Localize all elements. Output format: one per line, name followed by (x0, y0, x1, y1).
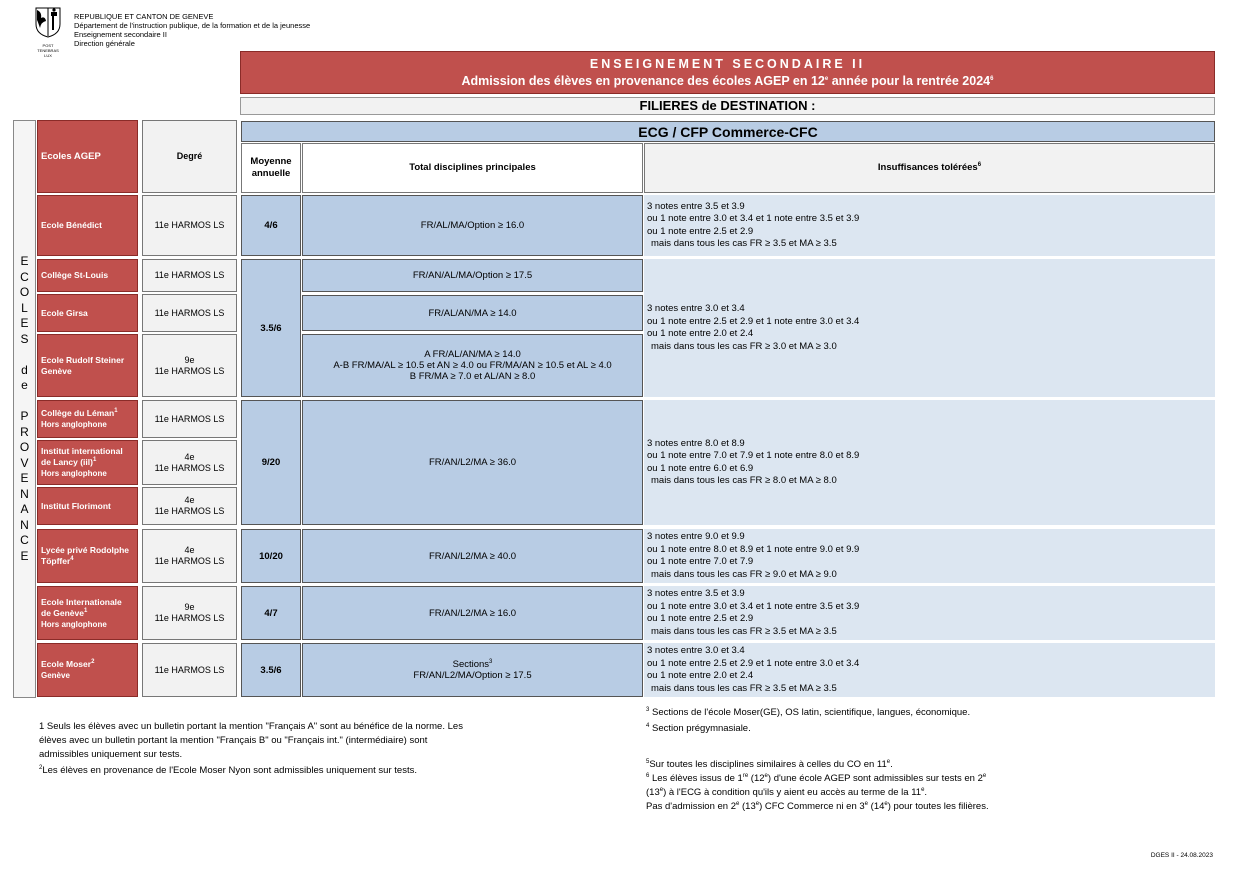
side-letter: S (20, 331, 29, 346)
school-institut-florimont: Institut Florimont (37, 487, 138, 525)
destination-header: ECG / CFP Commerce-CFC (241, 121, 1215, 142)
footnotes-left (39, 720, 519, 778)
total-g4: FR/AN/L2/MA ≥ 40.0 (302, 529, 643, 583)
title-banner (240, 51, 1215, 94)
moyenne-g1: 4/6 (241, 195, 301, 256)
total-rudolf-steiner: A FR/AL/AN/MA ≥ 14.0 A-B FR/MA/AL ≥ 10.5 et AN ≥ 4.0 ou FR/MA/AN ≥ 10.5 et AL ≥ 4.0 B FR/MA ≥ 7.0 et AL/AN ≥ 8.0 (302, 334, 643, 397)
total-g6: Sections$^3$ FR/AN/L2/MA/Option ≥ 17.5 (302, 643, 643, 697)
footnote-5: $^5$Sur toutes les disciplines similaires à celles du CO en 11e. (646, 758, 893, 770)
header-line: Direction générale (74, 39, 135, 48)
filieres-label: FILIERES de DESTINATION : (240, 97, 1215, 115)
side-letter: E (20, 316, 29, 330)
school-girsa: Ecole Girsa (37, 294, 138, 332)
side-letter: N (20, 486, 29, 501)
school-college-du-leman: Collège du Léman$^1$ Hors anglophone (37, 400, 138, 438)
side-letter: L (21, 300, 28, 315)
insuffisances-g6: 3 notes entre 3.0 et 3.4 ou 1 note entre 2.5 et 2.9 et 1 note entre 3.0 et 3.4 ou 1 note entre 2.0 et 2.4 mais dans tous les cas FR ≥ 3.5 et MA ≥ 3.5 (644, 643, 1215, 697)
insuffisances-g2: 3 notes entre 3.0 et 3.4 ou 1 note entre 2.5 et 2.9 et 1 note entre 3.0 et 3.4 ou 1 note entre 2.0 et 2.4 mais dans tous les cas FR ≥ 3.0 et MA ≥ 3.0 (644, 259, 1215, 397)
school-benedict: Ecole Bénédict (37, 195, 138, 256)
col-header-degre: Degré (142, 120, 237, 193)
banner-title: ENSEIGNEMENT SECONDAIRE II (589, 57, 866, 71)
insuffisances-g1: 3 notes entre 3.5 et 3.9 ou 1 note entre 3.0 et 3.4 et 1 note entre 3.5 et 3.9 ou 1 note entre 2.5 et 2.9 mais dans tous les cas FR ≥ 3.5 et MA ≥ 3.5 (644, 195, 1215, 256)
degre-lycee-topffer: 4e 11e HARMOS LS (142, 529, 237, 583)
footnote-3: $^3$ Sections de l'école Moser(GE), OS latin, scientifique, langues, économique. (646, 706, 971, 718)
school-st-louis: Collège St-Louis (37, 259, 138, 292)
footnote-4: $^4$ Section prégymnasiale. (646, 722, 751, 734)
moyenne-g3: 9/20 (241, 400, 301, 525)
header-institution (74, 12, 310, 48)
degre-college-du-leman: 11e HARMOS LS (142, 400, 237, 438)
footnote-2: $^2$Les élèves en provenance de l'Ecole Moser Nyon sont admissibles uniquement sur tests. (39, 764, 417, 776)
side-letter: E (20, 254, 29, 268)
col-header-moyenne: Moyenne annuelle (241, 143, 301, 193)
side-letter: N (20, 517, 29, 532)
side-letter: C (20, 269, 29, 284)
moyenne-g4: 10/20 (241, 529, 301, 583)
footnote-1: 1 Seuls les élèves avec un bulletin portant la mention "Français A" sont au bénéfice de la norme. Les élèves avec un bulletin portant la mention "Français B" ou "Français int." (intermédiaire) sont admissibles uniquement sur tests. (39, 721, 463, 760)
degre-institut-florimont: 4e 11e HARMOS LS (142, 487, 237, 525)
school-rudolf-steiner: Ecole Rudolf Steiner Genève (37, 334, 138, 397)
insuffisances-g3: 3 notes entre 8.0 et 8.9 ou 1 note entre 7.0 et 7.9 et 1 note entre 8.0 et 8.9 ou 1 note entre 6.0 et 6.9 mais dans tous les cas FR ≥ 8.0 et MA ≥ 8.0 (644, 400, 1215, 525)
degre-rudolf-steiner: 9e 11e HARMOS LS (142, 334, 237, 397)
header-line: Enseignement secondaire II (74, 30, 167, 39)
school-ecole-internationale: Ecole Internationale de Genève$^1$ Hors anglophone (37, 586, 138, 640)
moyenne-g5: 4/7 (241, 586, 301, 640)
total-st-louis: FR/AN/AL/MA/Option ≥ 17.5 (302, 259, 643, 292)
total-g3: FR/AN/L2/MA ≥ 36.0 (302, 400, 643, 525)
total-g5: FR/AN/L2/MA ≥ 16.0 (302, 586, 643, 640)
side-letter: d (21, 362, 28, 377)
side-letter: O (19, 285, 30, 299)
side-letter: e (21, 378, 28, 392)
header-line: Département de l'instruction publique, de la formation et de la jeunesse (74, 21, 311, 30)
side-letter (20, 347, 29, 363)
degre-st-louis: 11e HARMOS LS (142, 259, 237, 292)
degre-ecole-moser: 11e HARMOS LS (142, 643, 237, 697)
side-letter: O (19, 440, 30, 454)
header-line: REPUBLIQUE ET CANTON DE GENEVE (74, 12, 214, 21)
side-letter: R (20, 424, 29, 439)
side-letter: C (20, 533, 29, 547)
total-g1: FR/AL/MA/Option ≥ 16.0 (302, 195, 643, 256)
degre-institut-lancy: 4e 11e HARMOS LS (142, 440, 237, 485)
insuffisances-g5: 3 notes entre 3.5 et 3.9 ou 1 note entre 3.0 et 3.4 et 1 note entre 3.5 et 3.9 ou 1 note entre 2.5 et 2.9 mais dans tous les cas FR ≥ 3.5 et MA ≥ 3.5 (644, 586, 1215, 640)
moyenne-g2: 3.5/6 (241, 259, 301, 397)
side-letter: E (20, 548, 29, 563)
side-letter: A (20, 502, 29, 516)
banner-subtitle: Admission des élèves en provenance des écoles AGEP en 12e année pour la rentrée 2024$^6$ (461, 74, 994, 88)
school-ecole-moser: Ecole Moser$^2$ Genève (37, 643, 138, 697)
col-header-total: Total disciplines principales (302, 143, 643, 193)
side-label-ecoles-de-provenance (13, 120, 36, 698)
side-letter: V (20, 455, 29, 470)
moyenne-g6: 3.5/6 (241, 643, 301, 697)
logo-caption: POST TENEBRAS LUX (37, 43, 59, 58)
school-institut-lancy: Institut international de Lancy (iil)$^1$ Hors anglophone (37, 440, 138, 485)
side-letter (20, 394, 29, 410)
geneva-coat-of-arms (33, 6, 63, 58)
degre-ecole-internationale: 9e 11e HARMOS LS (142, 586, 237, 640)
total-girsa: FR/AL/AN/MA ≥ 14.0 (302, 295, 643, 331)
side-letter: P (20, 409, 29, 423)
col-header-ecoles: Ecoles AGEP (37, 120, 138, 193)
footnote-6: $^6$ Les élèves issus de 1re (12e) d'une école AGEP sont admissibles sur tests en 2e (13e) à l'ECG à condition qu'ils y aient eu accès au terme de la 11e. Pas d'admission en 2e (13e) CFC Commerce ni en 3e (14e) pour toutes les filières. (646, 772, 989, 812)
degre-girsa: 11e HARMOS LS (142, 294, 237, 332)
side-letters (20, 254, 29, 564)
col-header-insuffisances: Insuffisances tolérées$^6$ (644, 143, 1215, 193)
degre-benedict: 11e HARMOS LS (142, 195, 237, 256)
side-letter: E (20, 471, 29, 485)
document-reference: DGES II - 24.08.2023 (1150, 852, 1213, 859)
school-lycee-topffer: Lycée privé Rodolphe Töpffer$^4$ (37, 529, 138, 583)
footnotes-right (646, 706, 1066, 814)
insuffisances-g4: 3 notes entre 9.0 et 9.9 ou 1 note entre 8.0 et 8.9 et 1 note entre 9.0 et 9.9 ou 1 note entre 7.0 et 7.9 mais dans tous les cas FR ≥ 9.0 et MA ≥ 9.0 (644, 529, 1215, 583)
coat-of-arms-icon (33, 6, 63, 38)
